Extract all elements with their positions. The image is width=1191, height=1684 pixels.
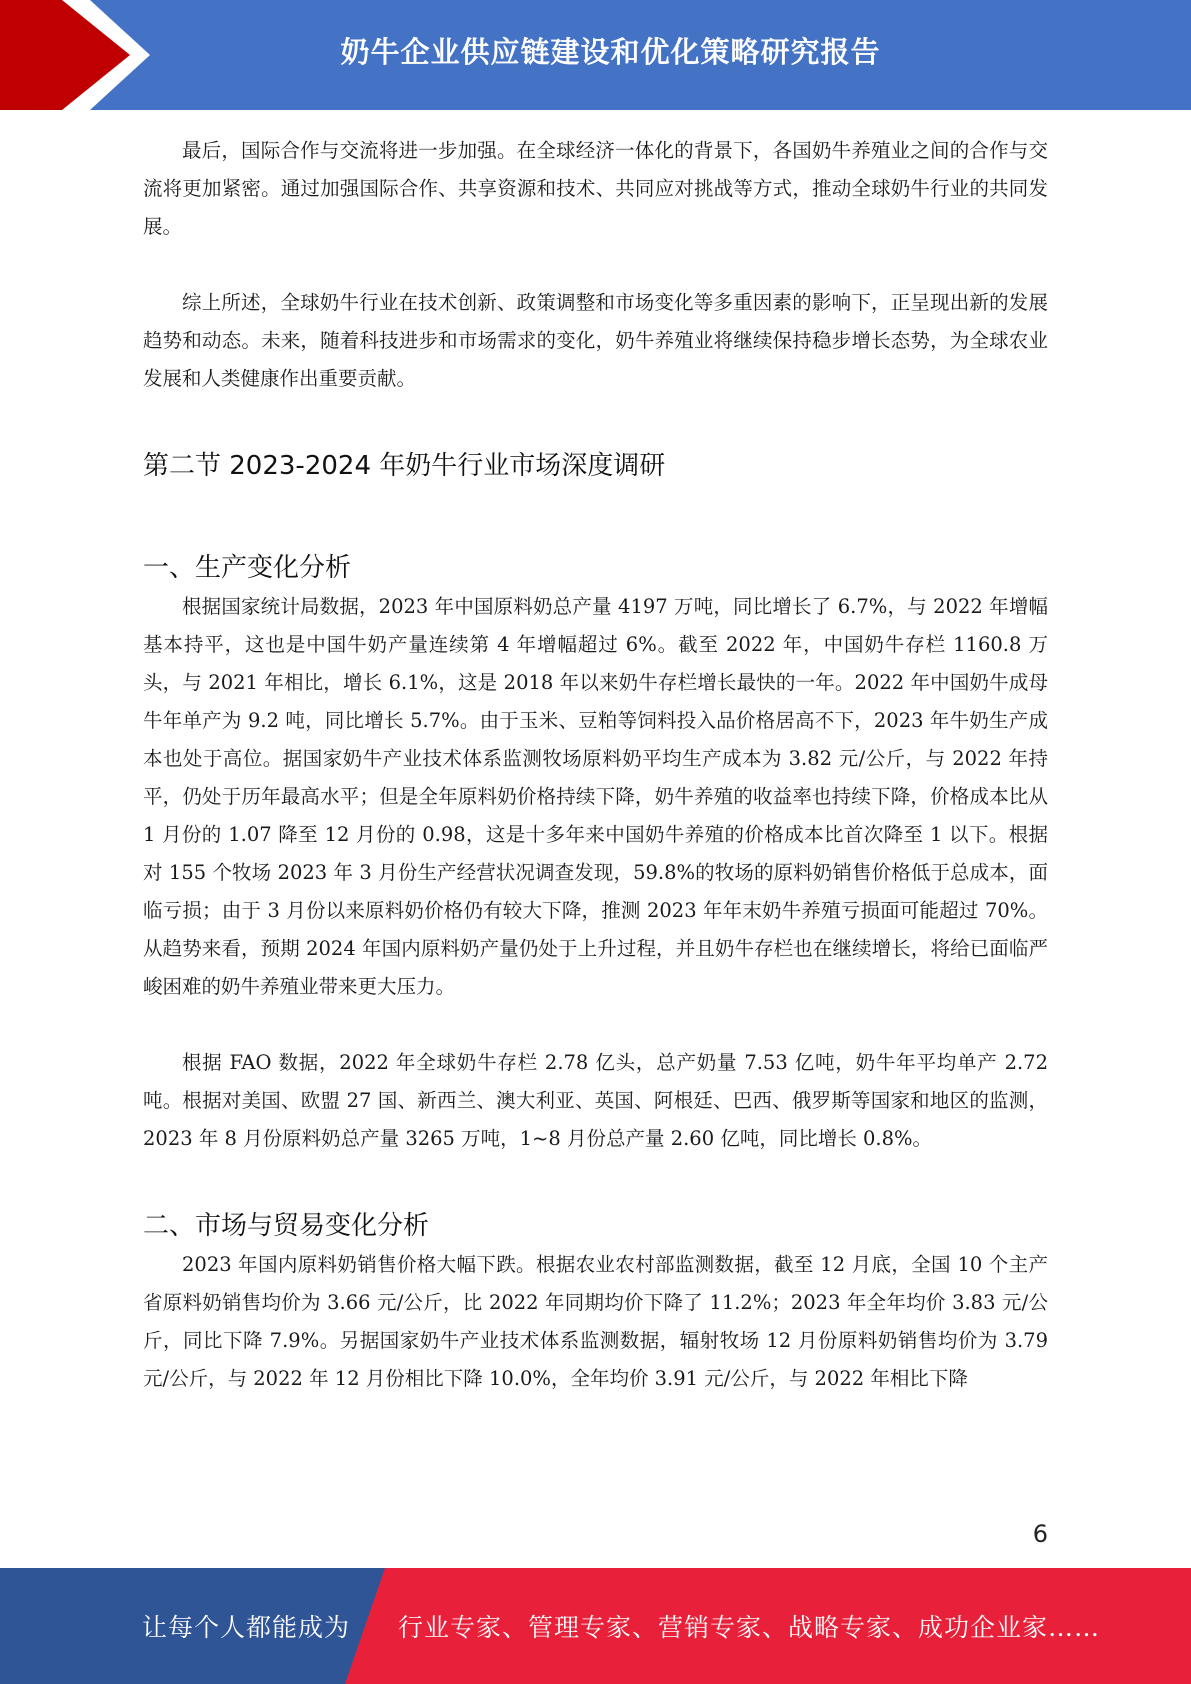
subheading-market-trade: 二、市场与贸易变化分析 xyxy=(143,1211,430,1241)
page-number: 6 xyxy=(1032,1520,1048,1548)
paragraph-summary: 综上所述，全球奶牛行业在技术创新、政策调整和市场变化等多重因素的影响下，正呈现出新的发展趋势和动态。未来，随着科技进步和市场需求的变化，奶牛养殖业将继续保持稳步增长态势，为全球农业发展和人类健康作出重要贡献。 xyxy=(143,291,1048,390)
paragraph-international-cooperation: 最后，国际合作与交流将进一步加强。在全球经济一体化的背景下，各国奶牛养殖业之间的合作与交流将更加紧密。通过加强国际合作、共享资源和技术、共同应对挑战等方式，推动全球奶牛行业的共同发展。 xyxy=(143,139,1048,238)
footer-slogan-left: 让每个人都能成为 xyxy=(142,1613,351,1642)
subheading-production: 一、生产变化分析 xyxy=(143,553,352,583)
document-body xyxy=(143,132,1048,1398)
paragraph-production-global: 根据 FAO 数据，2022 年全球奶牛存栏 2.78 亿头，总产奶量 7.53 亿吨，奶牛年平均单产 2.72 吨。根据对美国、欧盟 27 国、新西兰、澳大利亚、英国、阿根廷、巴西、俄罗斯等国家和地区的监测，2023 年 8 月份原料奶总产量 3265 万吨，1~8 月份总产量 2.60 亿吨，同比增长 0.8%。 xyxy=(143,1051,1048,1150)
page-header xyxy=(0,0,1191,110)
paragraph-market-price: 2023 年国内原料奶销售价格大幅下跌。根据农业农村部监测数据，截至 12 月底，全国 10 个主产省原料奶销售均价为 3.66 元/公斤，比 2022 年同期均价下降了 11.2%；2023 年全年均价 3.83 元/公斤，同比下降 7.9%。另据国家奶牛产业技术体系监测数据，辐射牧场 12 月份原料奶销售均价为 3.79 元/公斤，与 2022 年 12 月份相比下降 10.0%，全年均价 3.91 元/公斤，与 2022 年相比下降 xyxy=(143,1253,1048,1390)
section-heading: 第二节 2023-2024 年奶牛行业市场深度调研 xyxy=(143,451,666,481)
paragraph-production-china: 根据国家统计局数据，2023 年中国原料奶总产量 4197 万吨，同比增长了 6.7%，与 2022 年增幅基本持平，这也是中国牛奶产量连续第 4 年增幅超过 6%。截至 2022 年，中国奶牛存栏 1160.8 万头，与 2021 年相比，增长 6.1%，这是 2018 年以来奶牛存栏增长最快的一年。2022 年中国奶牛成母牛年单产为 9.2 吨，同比增长 5.7%。由于玉米、豆粕等饲料投入品价格居高不下，2023 年牛奶生产成本也处于高位。据国家奶牛产业技术体系监测牧场原料奶平均生产成本为 3.82 元/公斤，与 2022 年持平，仍处于历年最高水平；但是全年原料奶价格持续下降，奶牛养殖的收益率也持续下降，价格成本比从 1 月份的 1.07 降至 12 月份的 0.98，这是十多年来中国奶牛养殖的价格成本比首次降至 1 以下。根据对 155 个牧场 2023 年 3 月份生产经营状况调查发现，59.8%的牧场的原料奶销售价格低于总成本，面临亏损；由于 3 月份以来原料奶价格仍有较大下降，推测 2023 年年末奶牛养殖亏损面可能超过 70%。从趋势来看，预期 2024 年国内原料奶产量仍处于上升过程，并且奶牛存栏也在继续增长，将给已面临严峻困难的奶牛养殖业带来更大压力。 xyxy=(143,595,1048,998)
chevron-arrow-icon xyxy=(0,0,160,110)
footer-slogan-right: 行业专家、管理专家、营销专家、战略专家、成功企业家…… xyxy=(398,1613,1101,1642)
report-title: 奶牛企业供应链建设和优化策略研究报告 xyxy=(340,34,881,69)
page-footer xyxy=(0,1568,1191,1684)
